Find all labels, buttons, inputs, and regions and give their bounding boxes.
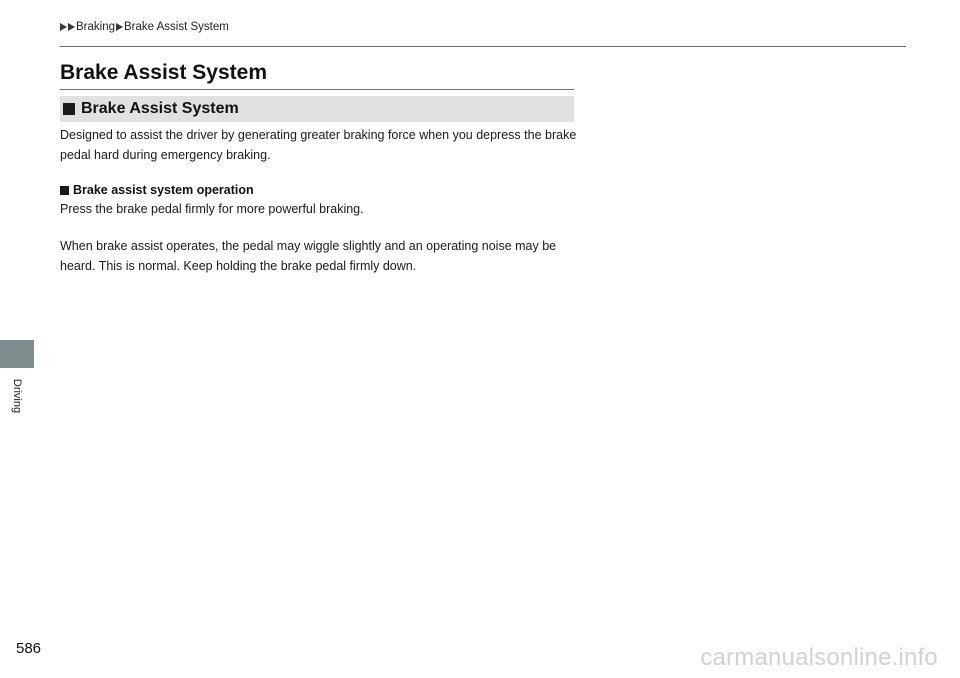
breadcrumb-item-braking[interactable]: Braking <box>76 21 115 33</box>
chapter-label-text: Driving <box>11 378 24 414</box>
breadcrumb-arrow-icon <box>60 23 67 31</box>
operation-paragraph: Press the brake pedal firmly for more powerful braking. <box>60 202 364 216</box>
chapter-label <box>10 372 24 420</box>
subsection-heading: Brake assist system operation <box>73 183 254 197</box>
breadcrumb-item-brake-assist-system[interactable]: Brake Assist System <box>124 21 229 33</box>
title-divider <box>60 89 574 90</box>
subsection-header <box>60 181 254 199</box>
operation-note-paragraph: When brake assist operates, the pedal may wiggle slightly and an operating noise may be heard. This is normal. Keep holding the brake pedal firmly down. <box>60 239 557 273</box>
watermark: carmanualsonline.info <box>700 644 938 671</box>
header-divider <box>60 46 906 47</box>
section-square-icon <box>63 103 75 115</box>
subsection-square-icon <box>60 186 69 195</box>
section-header <box>60 96 574 122</box>
page-title: Brake Assist System <box>60 61 268 84</box>
page-number: 586 <box>16 640 42 657</box>
breadcrumb-arrow-icon <box>68 23 75 31</box>
breadcrumb-arrow-icon <box>116 23 123 31</box>
chapter-tab <box>0 340 34 368</box>
breadcrumb <box>60 19 230 35</box>
section-heading: Brake Assist System <box>81 100 239 117</box>
intro-paragraph: Designed to assist the driver by generating greater braking force when you depress the brake pedal hard during emergency braking. <box>60 128 577 162</box>
